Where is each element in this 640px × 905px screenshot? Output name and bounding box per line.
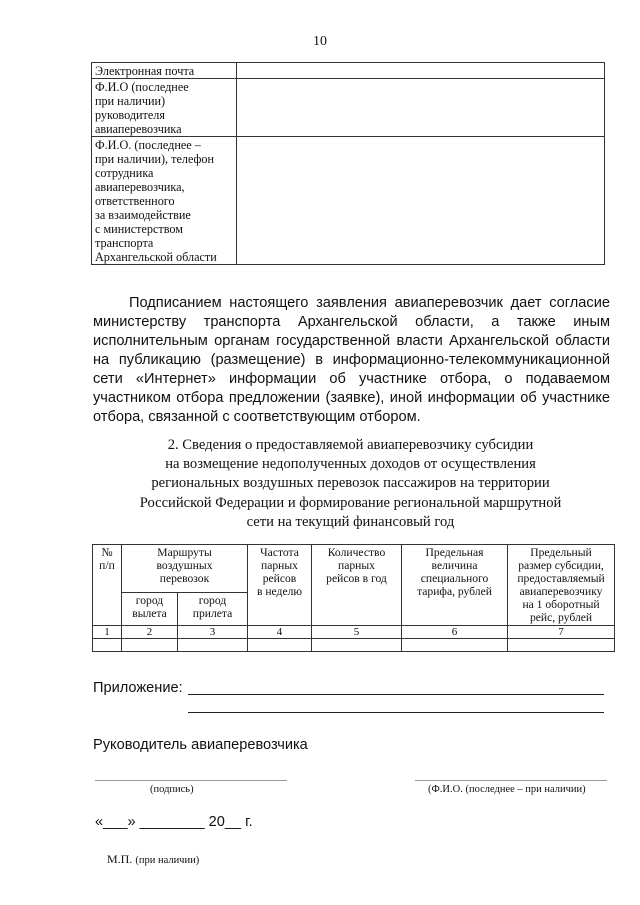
appendix-line-2[interactable] (188, 712, 604, 713)
table-row (92, 63, 605, 79)
header-subsidy: Предельный размер субсидии, предоставляемый авиаперевозчику на 1 оборотный рейс, рублей (508, 545, 615, 626)
column-number: 4 (248, 626, 312, 639)
appendix-line-1[interactable] (188, 694, 604, 695)
signature-line[interactable] (95, 780, 287, 781)
table-cell[interactable] (178, 639, 248, 652)
table-cell[interactable] (508, 639, 615, 652)
name-line[interactable] (415, 780, 607, 781)
header-count: Количество парных рейсов в год (312, 545, 402, 626)
header-departure: город вылета (122, 592, 178, 625)
table-row (93, 639, 615, 652)
column-number: 6 (402, 626, 508, 639)
table-cell[interactable] (248, 639, 312, 652)
table-cell[interactable] (122, 639, 178, 652)
stamp-block (107, 852, 199, 867)
consent-paragraph: Подписанием настоящего заявления авиаперевозчик дает согласие министерству транспорта Архангельской области, а также иным исполнительным органам государственной власти Архангельской области на публикацию (размещение) в информационно-телекоммуникационной сети «Интернет» информации об участнике отбора, о подаваемом участником отбора предложении (заявке), иной информации об участнике отбора, связанной с соответствующим отбором. (93, 295, 610, 425)
column-number: 2 (122, 626, 178, 639)
header-tariff: Предельная величина специального тарифа, рублей (402, 545, 508, 626)
info-value-head-name[interactable] (237, 79, 605, 137)
stamp-label: М.П. (107, 852, 133, 866)
table-cell[interactable] (402, 639, 508, 652)
column-number-row (93, 626, 615, 639)
date-line: «___» ________ 20__ г. (95, 814, 253, 830)
info-value-contact[interactable] (237, 137, 605, 265)
info-value-email[interactable] (237, 63, 605, 79)
stamp-note: (при наличии) (135, 855, 200, 866)
appendix-label: Приложение: (93, 680, 183, 696)
header-frequency: Частота парных рейсов в неделю (248, 545, 312, 626)
column-number: 7 (508, 626, 615, 639)
section-title: 2. Сведения о предоставляемой авиаперевозчику субсидии на возмещение недополученных доходов от осуществления региональных воздушных перевозок пассажиров на территории Российской Федерации и формирование региональной маршрутной сети на текущий финансовый год (139, 437, 562, 530)
head-label: Руководитель авиаперевозчика (93, 737, 308, 753)
applicant-info-table (91, 62, 605, 265)
info-label-head-name: Ф.И.О (последнее при наличии) руководителя авиаперевозчика (92, 79, 237, 137)
subsidy-routes-table (92, 544, 615, 652)
header-routes: Маршруты воздушных перевозок (122, 545, 248, 593)
info-label-contact: Ф.И.О. (последнее – при наличии), телефон сотрудника авиаперевозчика, ответственного за взаимодействие с министерством транспорта Архангельской области (92, 137, 237, 265)
column-number: 5 (312, 626, 402, 639)
table-cell[interactable] (93, 639, 122, 652)
info-label-email: Электронная почта (92, 63, 237, 79)
header-arrival: город прилета (178, 592, 248, 625)
table-row (92, 79, 605, 137)
header-num: № п/п (93, 545, 122, 626)
table-cell[interactable] (312, 639, 402, 652)
table-header-row (93, 545, 615, 593)
name-caption: (Ф.И.О. (последнее – при наличии) (428, 784, 586, 795)
page-number: 10 (313, 34, 327, 49)
column-number: 1 (93, 626, 122, 639)
table-row (92, 137, 605, 265)
column-number: 3 (178, 626, 248, 639)
signature-caption: (подпись) (150, 784, 194, 795)
